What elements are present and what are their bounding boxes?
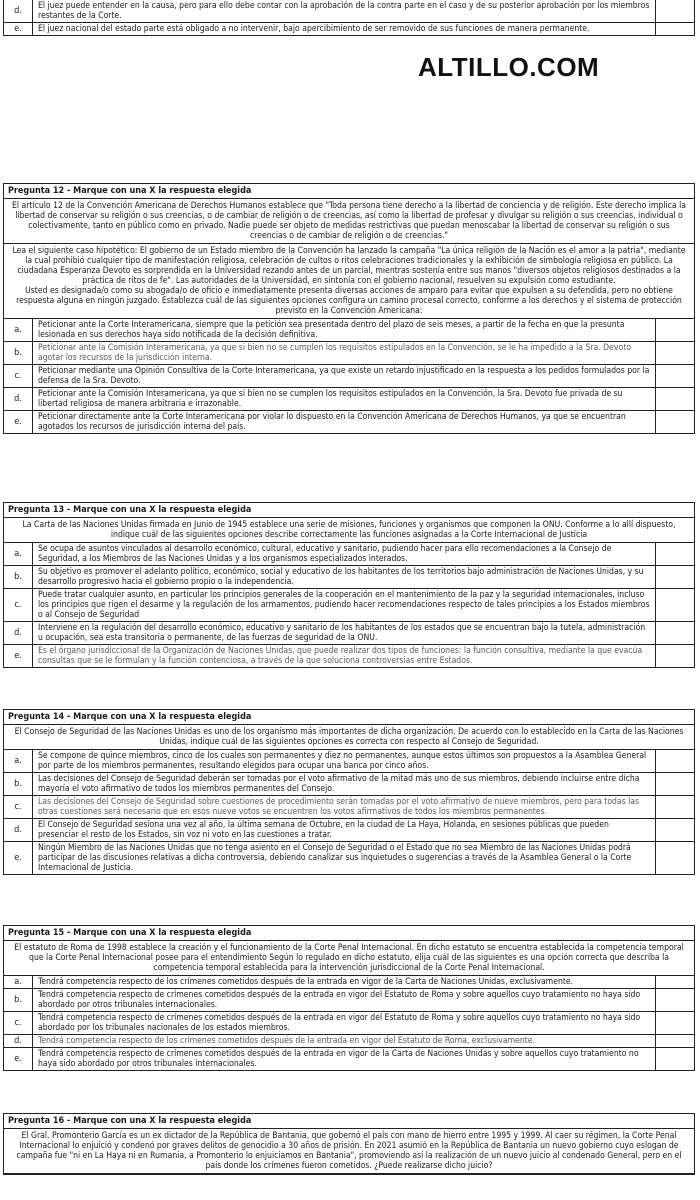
option-text: Peticionar ante la Corte Interamericana, siempre que la petición sea presentada dentro del plazo de seis meses, a partir de la fecha en que la presunta lesionada en sus derechos haya sido notificada de la decisión definitiva. [33,319,656,341]
site-logo: ALTILLO.COM [418,52,600,82]
answer-box[interactable] [656,319,694,341]
previous-question-table [3,0,695,36]
option-row [4,1035,694,1048]
option-row [4,566,694,589]
question-case [4,244,694,319]
option-text: Tendrá competencia respecto de los crímenes cometidos después de la entrada en vigor de la Carta de Naciones Unidas, exclusivamente. [33,976,656,988]
option-text: Peticionar ante la Comisión Interamericana, ya que si bien no se cumplen los requisitos estipulados en la Convención, se le ha impedido a la Sra. Devoto agotar los recursos de la jurisdicción interna. [33,342,656,364]
option-letter: b. [4,342,33,364]
answer-box[interactable] [656,342,694,364]
option-letter: c. [4,365,33,387]
stem-paragraph: Lea el siguiente caso hipotético: El gobierno de un Estado miembro de la Convención ha lanzado la campaña "La única religión de la Nación es el amor a la patria", mediante la cual prohibió cualquier tipo de manifestación religiosa, celebración de cultos o ritos celebraciones tradicionales y la exhibición de simbología religiosa en público. La ciudadana Esperanza Devoto es sorprendida en la Universidad rezando antes de un parcial, mientras sostenía entre sus manos "diversos objetos religiosos destinados a la práctica de ritos de fe". Las autoridades de la Universidad, en sintonía con el gobierno nacional, resuelven su expulsión como estudiante. [12,246,686,286]
question-stem [4,199,694,244]
option-letter: c. [4,796,33,818]
option-text: Tendrá competencia respecto de crímenes cometidos después de la entrada en vigor de la Carta de Naciones Unidas y sobre aquellos cuyo tratamiento no haya sido abordado por otros tribunales internacionales. [33,1048,656,1070]
option-text: Peticionar mediante una Opinión Consultiva de la Corte Interamericana, ya que existe un retardo injustificado en la respuesta a los pedidos formulados por la defensa de la Sra. Devoto. [33,365,656,387]
answer-box[interactable] [656,796,694,818]
option-text: Se compone de quince miembros, cinco de los cuales son permanentes y diez no permanentes, aunque estos últimos son propuestos a la Asamblea General por parte de los miembros permanentes, resultando elegidos para ocupar una banca por cinco años. [33,750,656,772]
option-row [4,976,694,989]
answer-box[interactable] [656,388,694,410]
stem-paragraph: La Carta de las Naciones Unidas firmada en Junio de 1945 establece una serie de misiones, funciones y organismos que componen la ONU. Conforme a lo allí dispuesto, indique cuál de las siguientes opciones describe correctamente las funciones asignadas a la Corte Internacional de Justicia [22,520,676,540]
option-text: Se ocupa de asuntos vinculados al desarrollo económico, cultural, educativo y sanitario, pudiendo hacer para ello recomendaciones a la Consejo de Seguridad, a los Miembros de las Naciones Unidas y a los organismos especializados interados. [33,543,656,565]
question-16 [3,1113,695,1175]
option-letter: b. [4,989,33,1011]
option-text: Las decisiones del Consejo de Seguridad sobre cuestiones de procedimiento serán tomadas por el voto afirmativo de nueve miembros, pero para todas las otras cuestiones será necesario que en esos nueve votos se encuentren los votos afirmativos de todos los miembros permanentes. [33,796,656,818]
option-row [4,365,694,388]
option-letter: b. [4,566,33,588]
answer-box[interactable] [656,1035,694,1047]
stem-paragraph: El Consejo de Seguridad de las Naciones Unidas es uno de los organismo más importantes de dicha organización. De acuerdo con lo establecido en la Carta de las Naciones Unidas, indique cuál de las siguientes opciones es correcta con respecto al Consejo de Seguridad. [14,727,684,747]
option-letter: e. [4,1048,33,1070]
question-15 [3,925,695,1071]
option-letter: a. [4,319,33,341]
option-text: Su objetivo es promover el adelanto político, económico, social y educativo de los habitantes de los territorios bajo administración de Naciones Unidas, y su desarrollo progresivo hacia el gobierno propio o la independencia. [33,566,656,588]
question-12 [3,183,695,434]
option-text: El juez nacional del estado parte está obligado a no intervenir, bajo apercibimiento de ser removido de sus funciones de manera permanente. [33,23,656,35]
question-13 [3,502,695,668]
option-row [4,23,694,35]
option-row [4,645,694,667]
option-letter: e. [4,411,33,433]
answer-box[interactable] [656,411,694,433]
answer-box[interactable] [656,842,694,874]
answer-box[interactable] [656,622,694,644]
option-row [4,750,694,773]
option-text: Tendrá competencia respecto de crímenes cometidos después de la entrada en vigor del Estatuto de Roma y sobre aquellos cuyo tratamiento no haya sido abordado por otros tribunales internacionales. [33,989,656,1011]
option-letter: d. [4,388,33,410]
option-letter: e. [4,23,33,35]
option-row [4,319,694,342]
option-text: Tendrá competencia respecto de crímenes cometidos después de la entrada en vigor del Estatuto de Roma y sobre aquellos cuyo tratamiento no haya sido abordado por los tribunales nacionales de los estados miembros. [33,1012,656,1034]
question-title: Pregunta 15 - Marque con una X la respuesta elegida [4,926,694,941]
answer-box[interactable] [656,365,694,387]
answer-box[interactable] [656,23,694,35]
answer-box[interactable] [656,989,694,1011]
option-row [4,796,694,819]
option-text: Puede tratar cualquier asunto, en particular los principios generales de la cooperación en el mantenimiento de la paz y la seguridad internacionales, incluso los principios que rigen el desarme y la regulación de los armamentos, pudiendo hacer recomendaciones respecto de tales principios a los Estados miembros o al Consejo de Seguridad [33,589,656,621]
option-text: Ningún Miembro de las Naciones Unidas que no tenga asiento en el Consejo de Seguridad o el Estado que no sea Miembro de las Naciones Unidas podrá participar de las discusiones relativas a dicha controversia, debiendo canalizar sus inquietudes o sugerencias a través de la Asamblea General o la Corte Internacional de Justicia. [33,842,656,874]
option-row [4,543,694,566]
question-title: Pregunta 12 - Marque con una X la respuesta elegida [4,184,694,199]
stem-paragraph: El estatuto de Roma de 1998 establece la creación y el funcionamiento de la Corte Penal Internacional. En dicho estatuto se encuentra establecida la competencia temporal que la Corte Penal Internacional posee para el entendimiento Según lo regulado en dicho estatuto, elija cuál de las siguientes es una opción correcta que describa la competencia temporal establecida para la intervención jurisdiccional de la Corte Penal Internacional. [14,943,684,973]
answer-box[interactable] [656,1012,694,1034]
answer-box[interactable] [656,819,694,841]
answer-box[interactable] [656,0,694,22]
question-stem [4,1129,694,1174]
option-text: El Consejo de Seguridad sesiona una vez al año, la última semana de Octubre, en la ciudad de La Haya, Holanda, en sesiones públicas que pueden presenciar el resto de los Estados, sin voz ni voto en las cuestiones a tratar. [33,819,656,841]
question-title: Pregunta 14 - Marque con una X la respuesta elegida [4,710,694,725]
option-text: El juez puede entender en la causa, pero para ello debe contar con la aprobación de la contra parte en el caso y de su posterior aprobación por los miembros restantes de la Corte. [33,0,656,22]
option-letter: e. [4,842,33,874]
option-text: Peticionar ante la Comisión Interamericana, ya que si bien no se cumplen los requisitos estipulados en la Convención, la Sra. Devoto fue privada de su libertad religiosa de manera arbitraria e irrazonable. [33,388,656,410]
option-row [4,411,694,433]
option-letter: a. [4,543,33,565]
option-letter: d. [4,1035,33,1047]
question-title: Pregunta 13 - Marque con una X la respuesta elegida [4,503,694,518]
option-row [4,1012,694,1035]
option-row [4,1048,694,1070]
option-row [4,819,694,842]
answer-box[interactable] [656,976,694,988]
answer-box[interactable] [656,645,694,667]
option-row [4,589,694,622]
option-letter: b. [4,773,33,795]
stem-paragraph: Usted es designada/o como su abogada/o de oficio e inmediatamente presenta diversas acciones de amparo para evitar que expulsen a su defendida, pero no obtiene respuesta alguna en ningún juzgado. Establezca cuál de las siguientes opciones configura un camino procesal correcto, conforme a los derechos y el sistema de protección previsto en la Convención Americana: [16,286,682,316]
stem-paragraph: El Gral. Promonterio García es un ex dictador de la República de Bantania, que gobernó el país con mano de hierro entre 1995 y 1999. Al caer su régimen, la Corte Penal Internacional lo enjuició y condenó por graves delitos de genocidio a 30 años de prisión. En 2021 asumió en la República de Bantania un nuevo gobierno cuyo eslogan de campaña fue "ni en La Haya ni en Rumania, a Promonterio lo enjuiciamos en Bantania", promoviendo así la realización de un nuevo juicio al condenado General, pero en el país donde los crímenes fueron cometidos. ¿Puede realizarse dicho juicio? [16,1131,682,1171]
option-text: Las decisiones del Consejo de Seguridad deberán ser tomadas por el voto afirmativo de la mitad más uno de sus miembros, debiendo incluirse entre dicha mayoría el voto afirmativo de todos los miembros permanentes del Consejo. [33,773,656,795]
answer-box[interactable] [656,1048,694,1070]
option-text: Tendrá competencia respecto de los crímenes cometidos después de la entrada en vigor del Estatuto de Roma, exclusivamente. [33,1035,656,1047]
question-stem [4,725,694,750]
option-text: Peticionar directamente ante la Corte Interamericana por violar lo dispuesto en la Convención Americana de Derechos Humanos, ya que se encuentran agotados los recursos de jurisdicción interna del país. [33,411,656,433]
option-row [4,622,694,645]
answer-box[interactable] [656,589,694,621]
option-letter: c. [4,1012,33,1034]
question-stem [4,518,694,543]
stem-paragraph: El artículo 12 de la Convención Americana de Derechos Humanos establece que "Toda persona tiene derecho a la libertad de conciencia y de religión. Este derecho implica la libertad de conservar su religión o sus creencias, o de cambiar de religión o de creencias, así como la libertad de profesar y divulgar su religión o sus creencias, individual o colectivamente, tanto en público como en privado. Nadie puede ser objeto de medidas restrictivas que puedan menoscabar la libertad de conservar su religión o sus creencias o de cambiar de religión o de creencias." [12,201,686,241]
option-text: Interviene en la regulación del desarrollo económico, educativo y sanitario de los habitantes de los estados que se encuentran bajo la tutela, administración u ocupación, sea esta transitoria o permanente, de las fuerzas de seguridad de la ONU. [33,622,656,644]
option-row [4,989,694,1012]
option-row [4,773,694,796]
option-letter: d. [4,819,33,841]
option-row [4,342,694,365]
answer-box[interactable] [656,566,694,588]
answer-box[interactable] [656,773,694,795]
question-stem [4,941,694,976]
option-letter: d. [4,622,33,644]
option-row [4,388,694,411]
answer-box[interactable] [656,750,694,772]
option-text: Es el órgano jurisdiccional de la Organización de Naciones Unidas, que puede realizar dos tipos de funciones: la función consultiva, mediante la que evacúa consultas que se le formulan y la función contenciosa, a través de la que soluciona controversias entre Estados. [33,645,656,667]
answer-box[interactable] [656,543,694,565]
option-row [4,0,694,23]
question-title: Pregunta 16 - Marque con una X la respuesta elegida [4,1114,694,1129]
option-letter: e. [4,645,33,667]
option-letter: a. [4,750,33,772]
option-letter: d. [4,0,33,22]
question-14 [3,709,695,875]
option-letter: c. [4,589,33,621]
option-row [4,842,694,874]
option-letter: a. [4,976,33,988]
